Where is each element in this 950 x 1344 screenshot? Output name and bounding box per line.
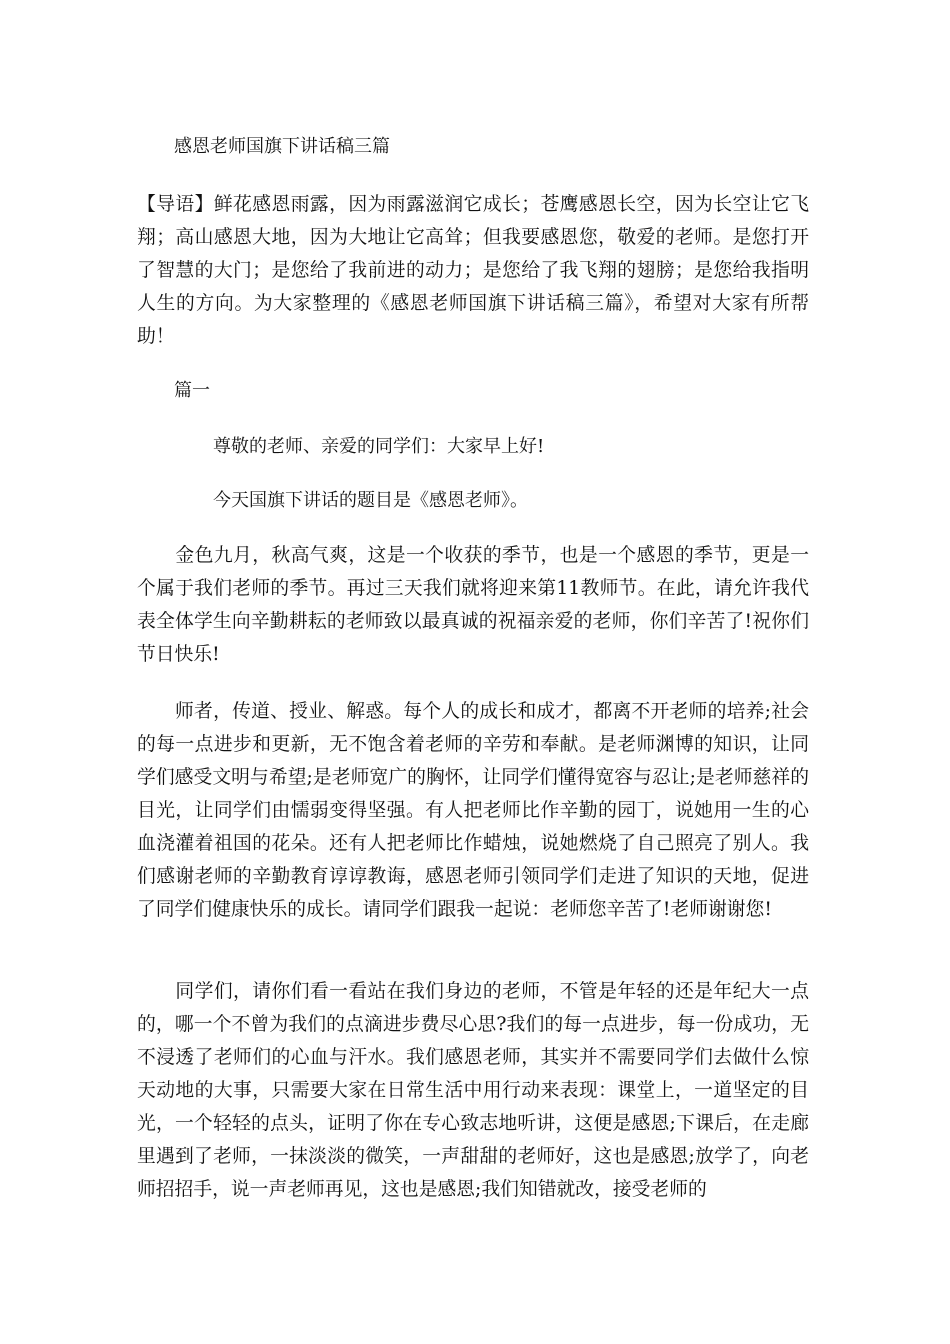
document-title: 感恩老师国旗下讲话稿三篇 (174, 136, 390, 157)
topic-line: 今天国旗下讲话的题目是《感恩老师》。 (213, 490, 528, 511)
intro-paragraph: 【导语】鲜花感恩雨露，因为雨露滋润它成长；苍鹰感恩长空，因为长空让它飞翔；高山感恩大地，因为大地让它高耸；但我要感恩您，敬爱的老师。是您打开了智慧的大门；是您给了我前进的动力；是您给了我飞翔的翅膀；是您给我指明人生的方向。为大家整理的《感恩老师国旗下讲话稿三篇》，希望对大家有所帮助！ (137, 194, 809, 347)
section-label: 篇一 (174, 380, 210, 401)
body-paragraph: 师者，传道、授业、解惑。每个人的成长和成才，都离不开老师的培养;社会的每一点进步和更新，无不饱含着老师的辛劳和奉献。是老师渊博的知识，让同学们感受文明与希望;是老师宽广的胸怀，让同学们懂得宽容与忍让;是老师慈祥的目光，让同学们由懦弱变得坚强。有人把老师比作辛勤的园丁，说她用一生的心血浇灌着祖国的花朵。还有人把老师比作蜡烛，说她燃烧了自己照亮了别人。我们感谢老师的辛勤教育谆谆教诲，感恩老师引领同学们走进了知识的天地，促进了同学们健康快乐的成长。请同学们跟我一起说：老师您辛苦了!老师谢谢您! (137, 701, 809, 920)
body-paragraph: 金色九月，秋高气爽，这是一个收获的季节，也是一个感恩的季节，更是一个属于我们老师的季节。再过三天我们就将迎来第11教师节。在此，请允许我代表全体学生向辛勤耕耘的老师致以最真诚的祝福亲爱的老师，你们辛苦了!祝你们节日快乐! (137, 545, 809, 665)
greeting-line: 尊敬的老师、亲爱的同学们：大家早上好! (213, 436, 545, 457)
body-paragraph: 同学们，请你们看一看站在我们身边的老师，不管是年轻的还是年纪大一点的，哪一个不曾为我们的点滴进步费尽心思?我们的每一点进步，每一份成功，无不浸透了老师们的心血与汗水。我们感恩老师，其实并不需要同学们去做什么惊天动地的大事，只需要大家在日常生活中用行动来表现：课堂上，一道坚定的目光，一个轻轻的点头，证明了你在专心致志地听讲，这便是感恩;下课后，在走廊里遇到了老师，一抹淡淡的微笑，一声甜甜的老师好，这也是感恩;放学了，向老师招招手，说一声老师再见，这也是感恩;我们知错就改，接受老师的 (137, 981, 809, 1200)
